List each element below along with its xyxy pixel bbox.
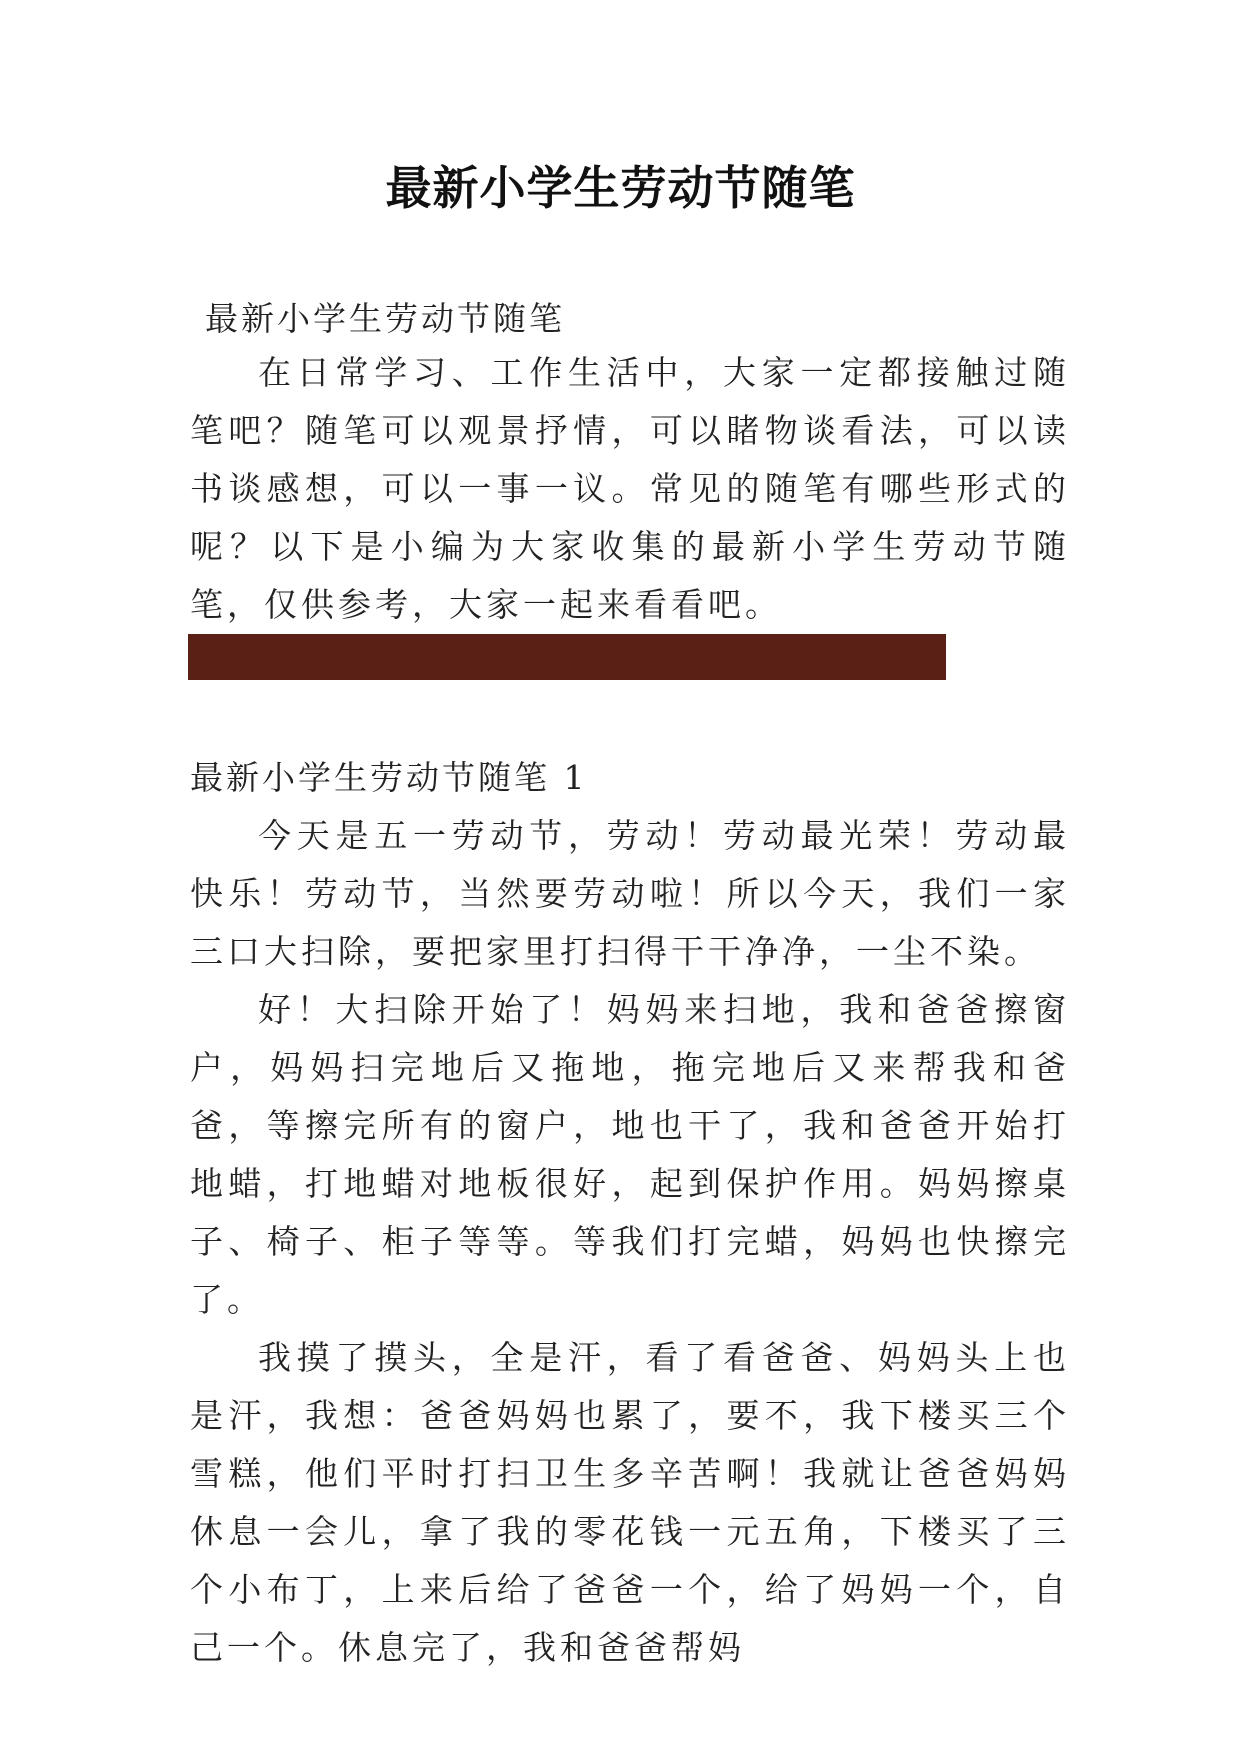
intro-section [190, 344, 1070, 634]
intro-heading: 最新小学生劳动节随笔 [205, 299, 565, 338]
intro-paragraph: 在日常学习、工作生活中，大家一定都接触过随笔吧？随笔可以观景抒情，可以睹物谈看法，可以读书谈感想，可以一事一议。常见的随笔有哪些形式的呢？以下是小编为大家收集的最新小学生劳动节随笔，仅供参考，大家一起来看看吧。 [190, 353, 1070, 624]
document-title: 最新小学生劳动节随笔 [385, 161, 856, 215]
divider-bar [188, 634, 946, 680]
section-paragraph: 今天是五一劳动节，劳动！劳动最光荣！劳动最快乐！劳动节，当然要劳动啦！所以今天，我们一家三口大扫除，要把家里打扫得干干净净，一尘不染。 [190, 816, 1070, 971]
section-paragraph: 我摸了摸头，全是汗，看了看爸爸、妈妈头上也是汗，我想：爸爸妈妈也累了，要不，我下楼买三个雪糕，他们平时打扫卫生多辛苦啊！我就让爸爸妈妈休息一会儿，拿了我的零花钱一元五角，下楼买了三个小布丁，上来后给了爸爸一个，给了妈妈一个，自己一个。休息完了，我和爸爸帮妈 [190, 1338, 1070, 1667]
section-body [190, 807, 1070, 1677]
section-heading: 最新小学生劳动节随笔 1 [190, 758, 588, 797]
section-paragraph: 好！大扫除开始了！妈妈来扫地，我和爸爸擦窗户，妈妈扫完地后又拖地，拖完地后又来帮我和爸爸，等擦完所有的窗户，地也干了，我和爸爸开始打地蜡，打地蜡对地板很好，起到保护作用。妈妈擦桌子、椅子、柜子等等。等我们打完蜡，妈妈也快擦完了。 [190, 990, 1070, 1319]
